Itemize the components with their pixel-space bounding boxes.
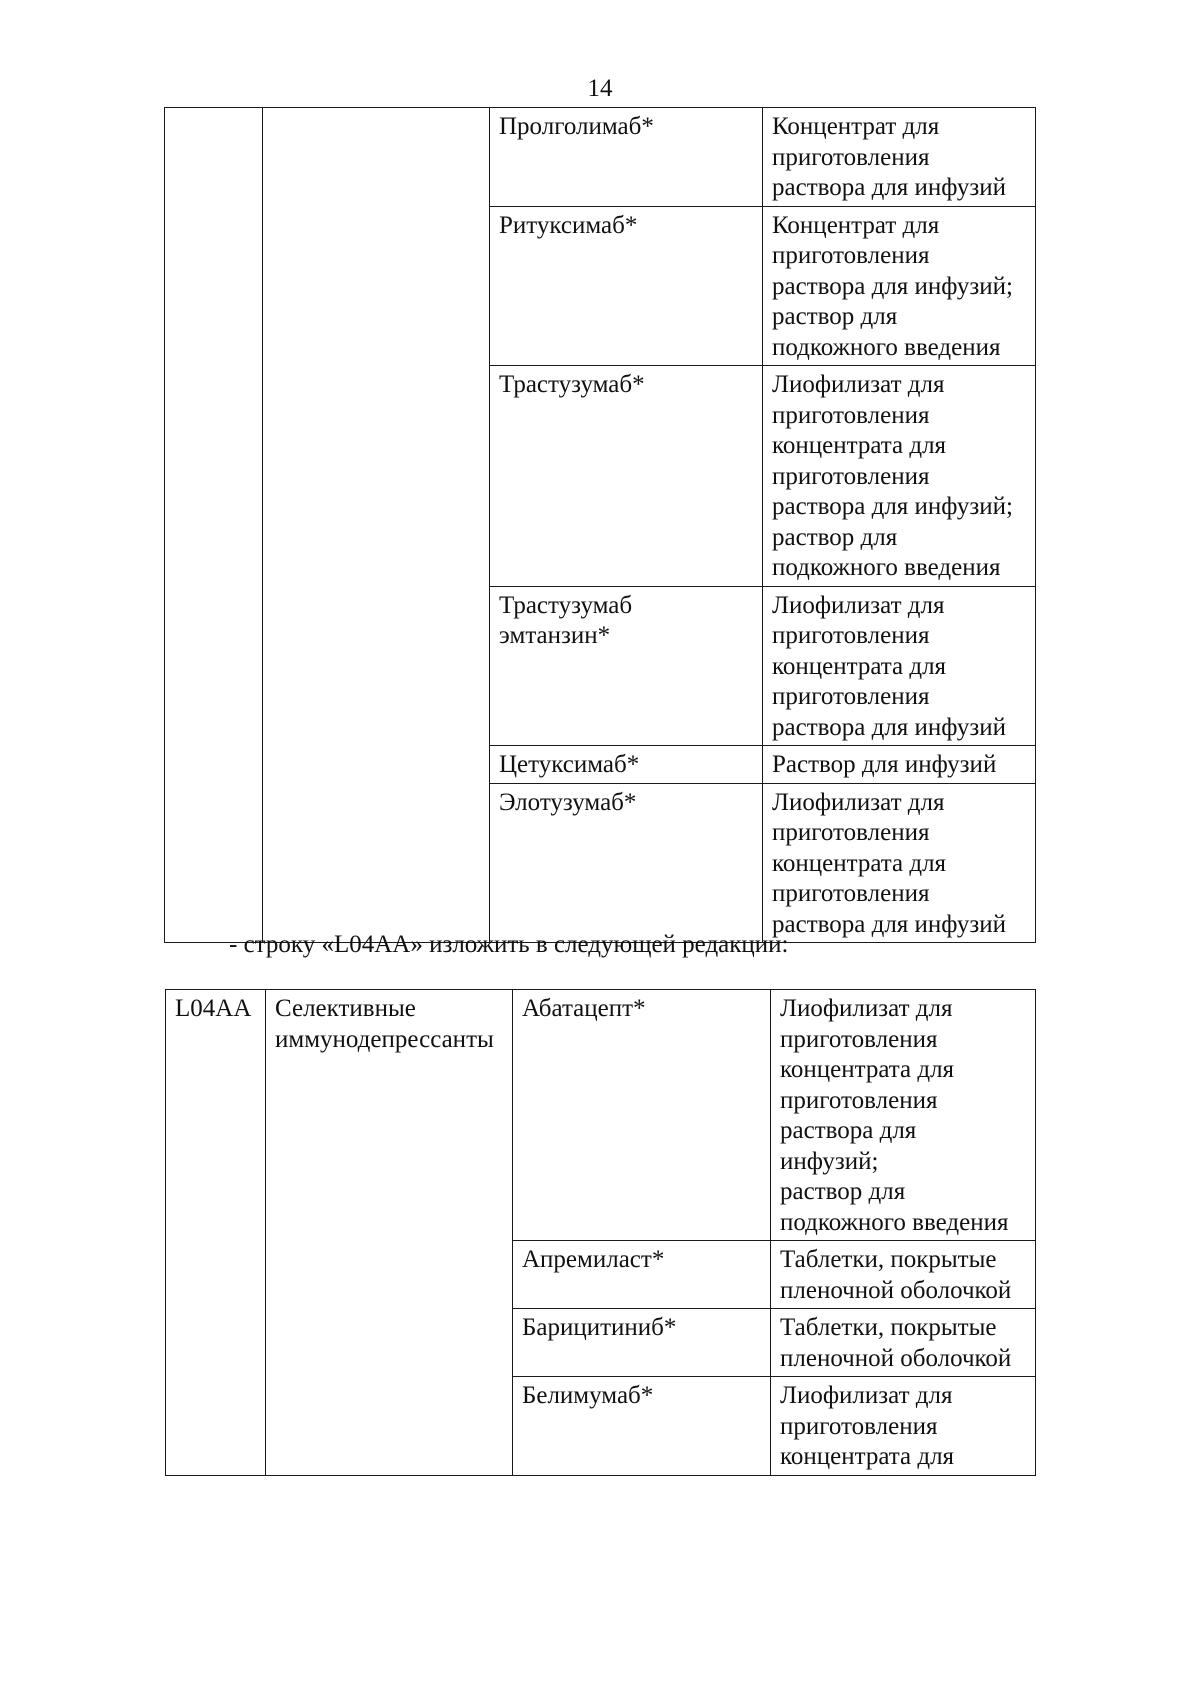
- drug-name-cell-line: Ритуксимаб*: [499, 211, 638, 239]
- drug-name-cell-line: Белимумаб*: [522, 1382, 654, 1409]
- dosage-form-cell-line: Лиофилизат для: [772, 371, 945, 398]
- dosage-form-cell-line: пленочной оболочкой: [780, 1344, 1012, 1372]
- dosage-form-cell-line: пленочной оболочкой: [780, 1276, 1012, 1304]
- dosage-form-cell-line: приготовления: [772, 401, 930, 429]
- dosage-form-cell-line: Лиофилизат для: [780, 995, 953, 1022]
- dosage-form-cell-line: приготовления: [772, 242, 930, 269]
- drug-name-cell-line: Цетуксимаб*: [499, 751, 640, 778]
- drug-name-cell: [490, 108, 763, 207]
- drug-name-cell-line: эмтанзин*: [499, 622, 611, 649]
- drug-table-continued: [164, 107, 1036, 943]
- dosage-form-cell-line: приготовления: [772, 819, 930, 846]
- drug-name-cell-line: Барицитиниб*: [522, 1314, 677, 1341]
- drug-name-cell-line: Трастузумаб*: [499, 371, 645, 398]
- dosage-form-cell-line: Таблетки, покрытые: [780, 1246, 997, 1273]
- dosage-form-cell: [763, 586, 1036, 746]
- drug-name-cell-line: Абатацепт*: [522, 995, 646, 1022]
- dosage-form-cell: [771, 1309, 1036, 1377]
- dosage-form-cell-line: Раствор для инфузий: [772, 751, 997, 778]
- page-number: 14: [587, 75, 613, 102]
- dosage-form-cell-line: раствор для: [772, 523, 898, 551]
- dosage-form-cell-line: подкожного введения: [780, 1208, 1009, 1236]
- dosage-form-cell: [771, 990, 1036, 1241]
- dosage-form-cell-line: раствора для инфузий;: [772, 493, 1013, 520]
- dosage-form-cell-line: приготовления: [772, 683, 930, 710]
- code-cell: [165, 108, 263, 943]
- group-cell: [263, 108, 490, 943]
- dosage-form-cell-line: приготовления: [780, 1025, 938, 1053]
- atc-code-cell: [166, 990, 266, 1476]
- group-cell-line: Селективные: [275, 995, 416, 1022]
- dosage-form-cell: [771, 1241, 1036, 1309]
- drug-name-cell-line: Трастузумаб: [499, 591, 633, 619]
- dosage-form-cell-line: Лиофилизат для: [780, 1382, 953, 1409]
- drug-name-cell: [490, 783, 763, 943]
- dosage-form-cell-line: приготовления: [772, 143, 930, 171]
- table-row: [165, 108, 1036, 207]
- dosage-form-cell-line: подкожного введения: [772, 333, 1001, 361]
- drug-name-cell: [490, 746, 763, 784]
- dosage-form-cell-line: Концентрат для: [772, 211, 940, 239]
- dosage-form-cell: [763, 108, 1036, 207]
- dosage-form-cell-line: Лиофилизат для: [772, 788, 945, 816]
- drug-name-cell: [513, 1377, 771, 1476]
- drug-name-cell-line: Пролголимаб*: [499, 113, 654, 140]
- group-cell-line: иммунодепрессанты: [275, 1025, 494, 1053]
- dosage-form-cell-line: Лиофилизат для: [772, 591, 945, 619]
- drug-name-cell: [513, 1241, 771, 1309]
- drug-name-cell: [490, 206, 763, 366]
- dosage-form-cell-line: раствора для инфузий: [772, 910, 1007, 938]
- group-cell: [266, 990, 513, 1476]
- drug-name-cell: [513, 990, 771, 1241]
- dosage-form-cell-line: приготовления: [772, 880, 930, 907]
- dosage-form-cell: [771, 1377, 1036, 1476]
- dosage-form-cell-line: инфузий;: [780, 1147, 879, 1175]
- dosage-form-cell-line: Концентрат для: [772, 113, 940, 140]
- table-row: [166, 990, 1036, 1241]
- dosage-form-cell-line: приготовления: [772, 622, 930, 649]
- dosage-form-cell-line: Таблетки, покрытые: [780, 1314, 997, 1341]
- dosage-form-cell-line: концентрата для: [780, 1056, 955, 1083]
- dosage-form-cell-line: раствора для: [780, 1117, 917, 1144]
- dosage-form-cell: [763, 366, 1036, 587]
- dosage-form-cell-line: приготовления: [772, 462, 930, 490]
- dosage-form-cell: [763, 783, 1036, 943]
- dosage-form-cell-line: концентрата для: [772, 849, 947, 877]
- dosage-form-cell-line: концентрата для: [772, 432, 947, 459]
- drug-name-cell-line: Апремиласт*: [522, 1246, 665, 1273]
- dosage-form-cell: [763, 206, 1036, 366]
- dosage-form-cell-line: раствора для инфузий;: [772, 272, 1013, 300]
- drug-name-cell: [513, 1309, 771, 1377]
- dosage-form-cell-line: концентрата для: [772, 652, 947, 680]
- drug-name-cell: [490, 586, 763, 746]
- drug-table-l04aa: [165, 989, 1036, 1476]
- dosage-form-cell-line: концентрата для: [780, 1443, 955, 1470]
- atc-code-cell-line: L04AA: [175, 995, 252, 1022]
- dosage-form-cell: [763, 746, 1036, 784]
- dosage-form-cell-line: раствора для инфузий: [772, 174, 1007, 201]
- dosage-form-cell-line: раствор для: [780, 1178, 906, 1205]
- dosage-form-cell-line: приготовления: [780, 1086, 938, 1114]
- dosage-form-cell-line: приготовления: [780, 1412, 938, 1440]
- drug-name-cell: [490, 366, 763, 587]
- dosage-form-cell-line: раствора для инфузий: [772, 713, 1007, 741]
- dosage-form-cell-line: подкожного введения: [772, 554, 1001, 581]
- instruction-text: - строку «L04AA» изложить в следующей редакции:: [229, 931, 789, 958]
- dosage-form-cell-line: раствор для: [772, 303, 898, 330]
- drug-name-cell-line: Элотузумаб*: [499, 788, 637, 816]
